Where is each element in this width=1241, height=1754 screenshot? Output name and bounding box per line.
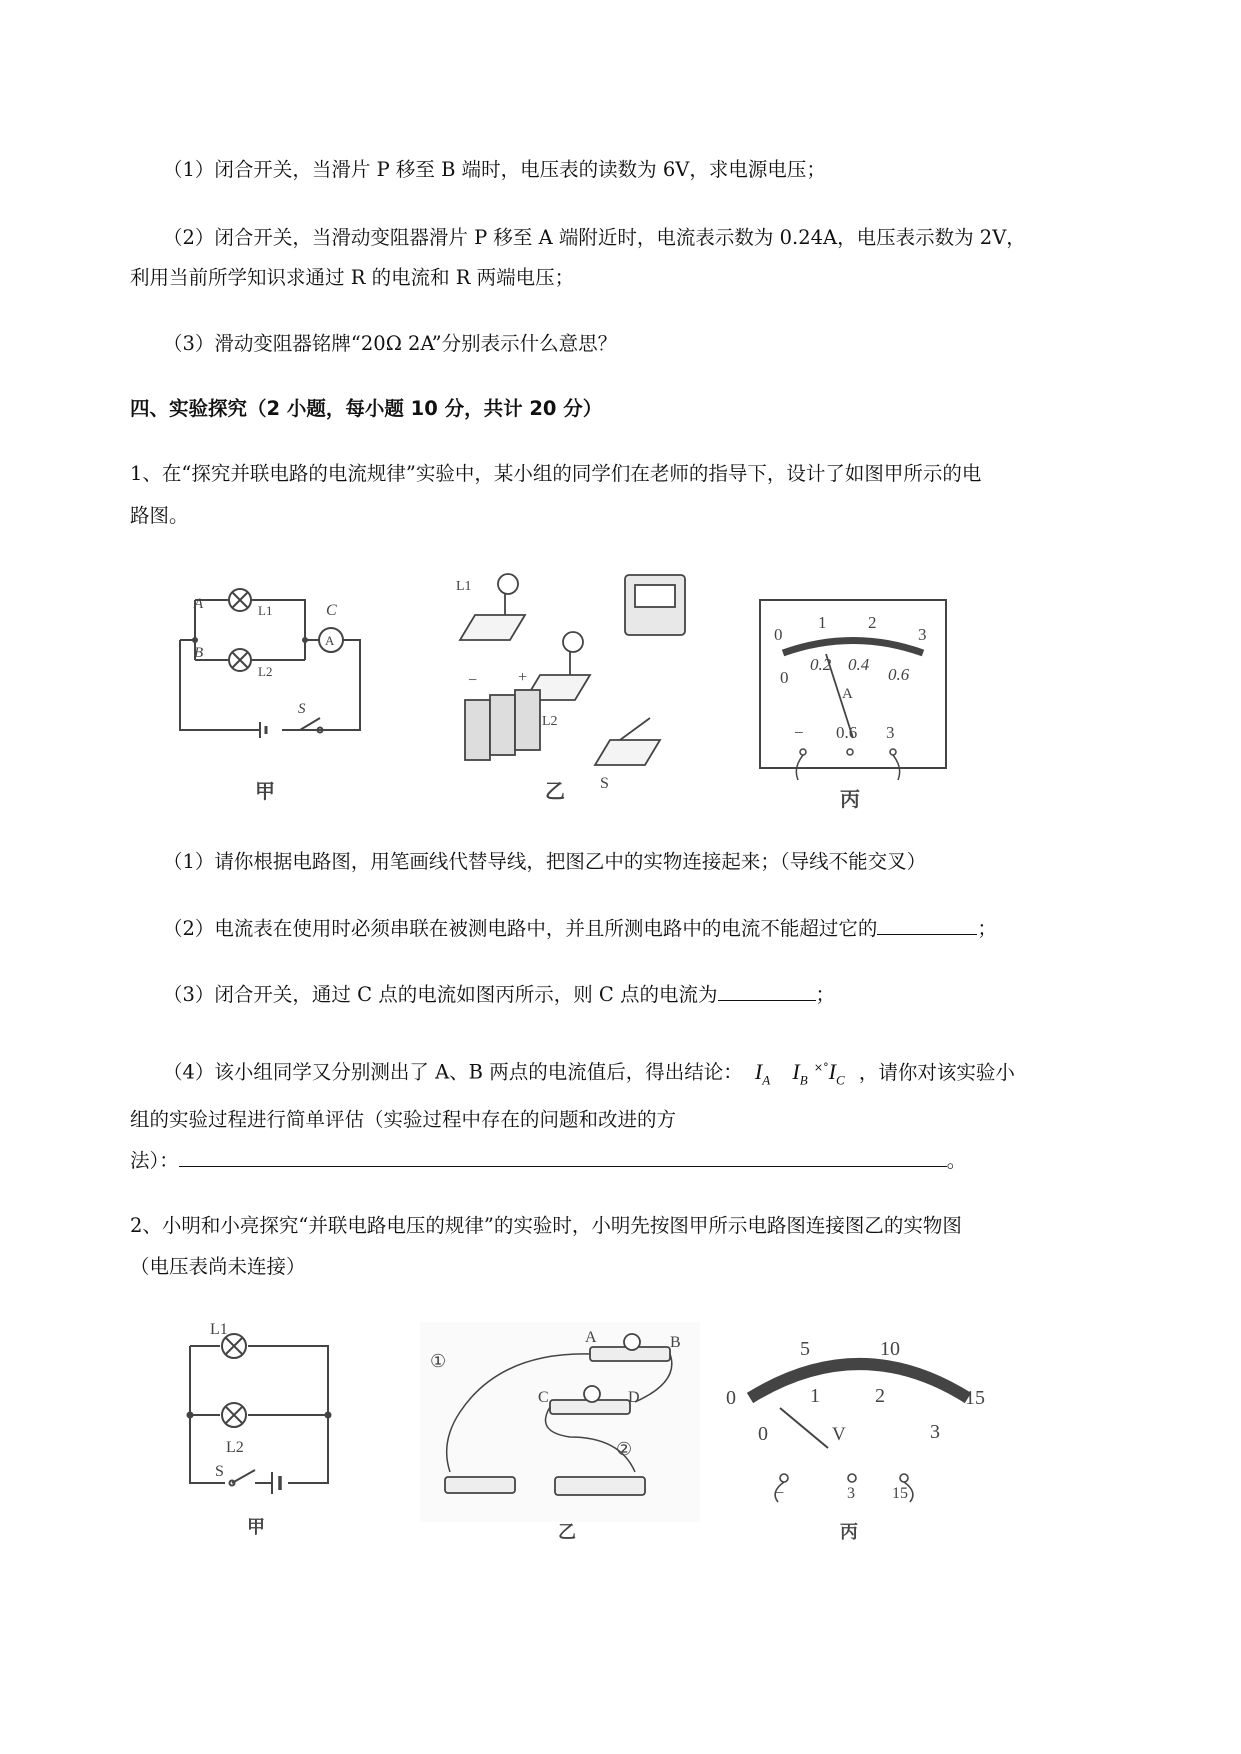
meter-top-3: 15 [965,1387,985,1409]
caption-yi: 乙 [558,1522,576,1542]
answer-blank-q3[interactable] [718,980,816,1001]
ammeter-symbol: A [325,633,335,648]
label-L1: L1 [456,579,472,594]
exp2-fig-jia-circuit [170,1318,340,1548]
q3-part3: （3）滑动变阻器铭牌“20Ω 2A”分别表示什么意思？ [163,332,618,355]
meter-top-0: 0 [726,1387,736,1409]
section-title: 四、实验探究（2 小题，每小题 10 分，共计 20 分） [130,397,603,420]
exp1-q1: （1）请你根据电路图，用笔画线代替导线，把图乙中的实物连接起来；（导线不能交叉） [163,850,927,873]
label-A: A [194,596,204,612]
label-A: A [585,1329,597,1346]
label-plus: + [518,669,528,686]
answer-blank-q4[interactable] [179,1146,947,1167]
formula-IA: $I_A$ [754,1058,771,1087]
caption-yi: 乙 [545,781,565,803]
exp1-q2: （2）电流表在使用时必须串联在被测电路中，并且所测电路中的电流不能超过它的 ； [163,914,997,943]
label-C: C [326,602,337,619]
answer-blank-q2[interactable] [877,914,977,935]
terminal-3: 3 [886,723,895,742]
q3-part1: （1）闭合开关，当滑片 P 移至 B 端时，电压表的读数为 6V，求电源电压； [163,158,826,181]
exp2-intro-line1: 2、小明和小亮探究“并联电路电压的规律”的实验时，小明先按图甲所示电路图连接图乙的实物图 [130,1214,962,1237]
label-B: B [670,1334,681,1351]
caption-jia: 甲 [247,1517,265,1537]
label-L2: L2 [542,714,558,729]
meter-bottom-3: 3 [930,1421,940,1443]
exp1-q4-line3: 法）： 。 [130,1146,966,1175]
terminal-3: 3 [847,1485,855,1502]
exp1-q3: （3）闭合开关，通过 C 点的电流如图丙所示，则 C 点的电流为 ； [163,980,835,1009]
label-D: D [628,1389,640,1406]
caption-bing: 丙 [840,789,860,811]
formula-IC: $I_C$ [828,1058,845,1087]
exp1-intro-line2: 路图。 [130,504,189,527]
exp1-q4-line2: 组的实验过程进行简单评估（实验过程中存在的问题和改进的方 [130,1108,677,1131]
label-L1: L1 [210,1321,228,1338]
exp1-fig-yi-components [450,570,720,815]
label-S: S [600,775,609,792]
label-S: S [215,1463,224,1480]
q3-part2-line2: 利用当前所学知识求通过 R 的电流和 R 两端电压； [130,266,575,289]
label-L2: L2 [258,664,273,679]
meter-bottom-1: 0.2 [810,655,832,674]
exp1-intro-line1: 1、在“探究并联电路的电流规律”实验中，某小组的同学们在老师的指导下，设计了如图甲所示的电 [130,462,982,485]
label-wire-2: ② [616,1439,633,1459]
label-minus: − [468,672,478,689]
meter-top-2: 10 [880,1338,900,1360]
meter-unit: A [842,686,853,702]
q3-part2-line1: （2）闭合开关，当滑动变阻器滑片 P 移至 A 端附近时，电流表示数为 0.24A，电压表示数为 2V， [163,226,1026,249]
terminal-15: 15 [892,1485,908,1502]
meter-bottom-2: 0.4 [848,655,870,674]
formula-symbol: ×° [813,1061,829,1074]
meter-bottom-3: 0.6 [888,665,910,684]
exp1-fig-bing-ammeter [758,598,948,820]
meter-bottom-1: 1 [810,1385,820,1407]
exp2-intro-line2: （电压表尚未连接） [130,1255,306,1278]
label-wire-1: ① [430,1351,447,1371]
exp2-fig-bing-voltmeter [720,1330,1000,1548]
terminal-0.6: 0.6 [836,723,858,742]
label-L1: L1 [258,603,273,618]
label-B: B [194,645,204,661]
exp1-q4-line1: （4）该小组同学又分别测出了 A、B 两点的电流值后，得出结论： $I_A$ $I_B$ $^{\times^\circ}I_C$ ，请你对该实验小 [163,1058,1015,1087]
meter-bottom-0: 0 [780,668,789,687]
meter-unit: V [832,1424,846,1445]
meter-top-2: 2 [868,613,877,632]
formula-IB: $I_B$ [792,1058,808,1087]
label-S: S [298,701,306,717]
meter-top-1: 5 [800,1338,810,1360]
exp2-fig-yi-wiring [420,1322,700,1548]
label-L2: L2 [226,1439,244,1456]
caption-bing: 丙 [840,1522,858,1542]
meter-top-0: 0 [774,625,783,644]
terminal-minus: − [775,1485,785,1502]
terminal-minus: − [794,723,804,742]
meter-top-1: 1 [818,613,827,632]
caption-jia: 甲 [255,781,275,803]
meter-top-3: 3 [918,625,927,644]
exp1-fig-jia-circuit [170,580,390,815]
meter-bottom-0: 0 [758,1423,768,1445]
label-C: C [538,1389,549,1406]
meter-bottom-2: 2 [875,1385,885,1407]
